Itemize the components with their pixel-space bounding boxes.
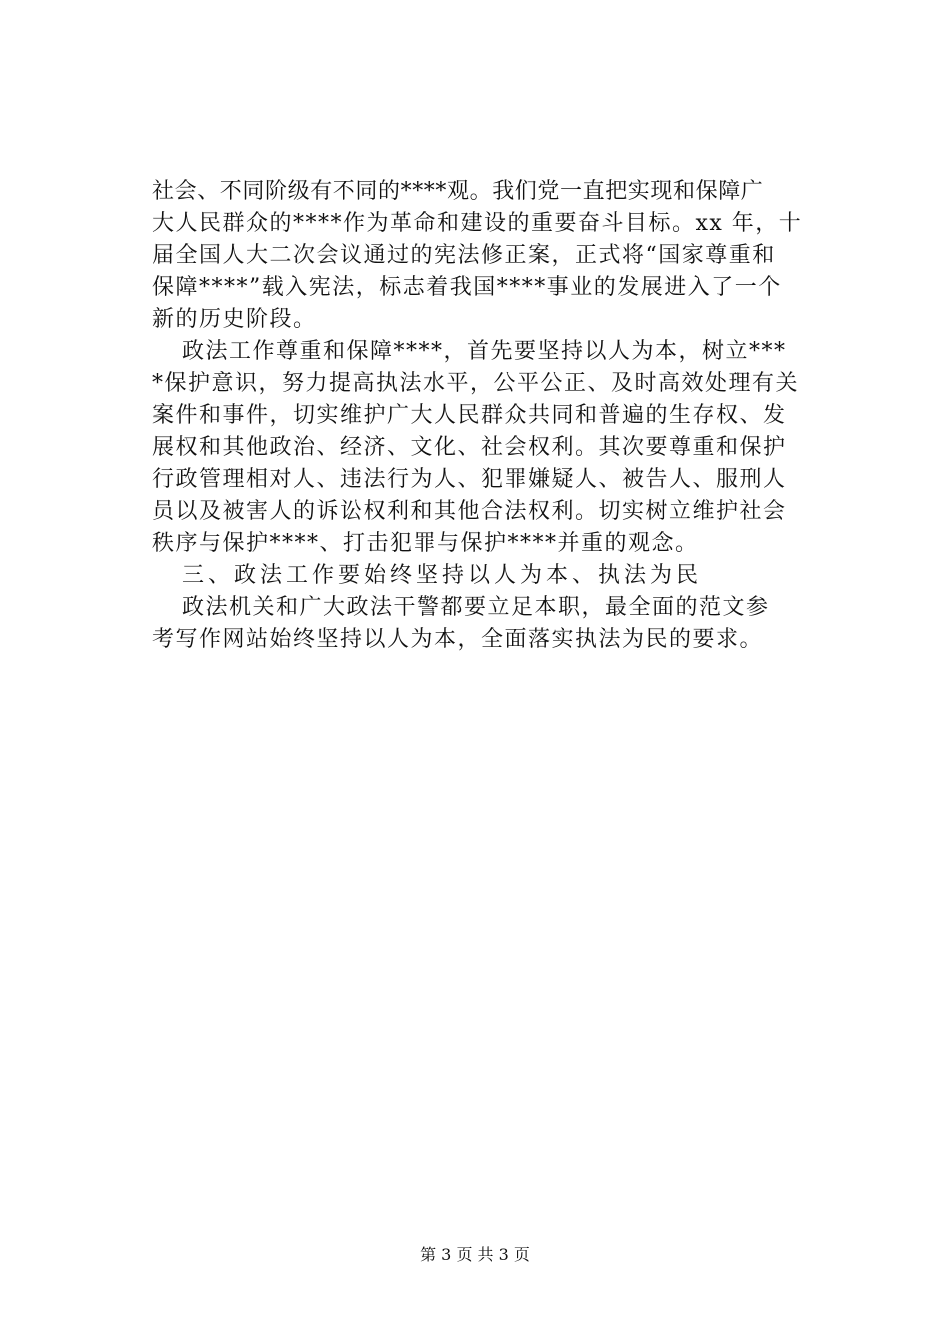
- text-line-5: 新的历史阶段。: [152, 307, 317, 332]
- text-line-10: 行政管理相对人、违法行为人、犯罪嫌疑人、被告人、服刑人: [152, 467, 787, 492]
- text-line-3: 届全国人大二次会议通过的宪法修正案，正式将“国家尊重和: [152, 243, 776, 268]
- text-line-7: *保护意识，努力提高执法水平，公平公正、及时高效处理有关: [152, 371, 800, 396]
- text-line-14: 政法机关和广大政法干警都要立足本职，最全面的范文参: [182, 595, 770, 620]
- text-line-8: 案件和事件，切实维护广大人民群众共同和普遍的生存权、发: [152, 403, 787, 428]
- text-line-9: 展权和其他政治、经济、文化、社会权利。其次要尊重和保护: [152, 435, 787, 460]
- text-line-15: 考写作网站始终坚持以人为本，全面落实执法为民的要求。: [152, 627, 764, 652]
- section-heading: 三、政法工作要始终坚持以人为本、执法为民: [182, 563, 703, 588]
- page-number: 第 3 页 共 3 页: [420, 1245, 530, 1264]
- text-line-6: 政法工作尊重和保障****，首先要坚持以人为本，树立***: [182, 339, 787, 364]
- text-line-2: 大人民群众的****作为革命和建设的重要奋斗目标。xx 年，十: [152, 211, 803, 236]
- page-footer: [0, 1243, 950, 1267]
- body-text: [152, 176, 832, 656]
- text-line-11: 员以及被害人的诉讼权利和其他合法权利。切实树立维护社会: [152, 499, 787, 524]
- text-line-4: 保障****”载入宪法，标志着我国****事业的发展进入了一个: [152, 275, 782, 300]
- text-line-12: 秩序与保护****、打击犯罪与保护****并重的观念。: [152, 531, 699, 556]
- text-line-1: 社会、不同阶级有不同的****观。我们党一直把实现和保障广: [152, 179, 764, 204]
